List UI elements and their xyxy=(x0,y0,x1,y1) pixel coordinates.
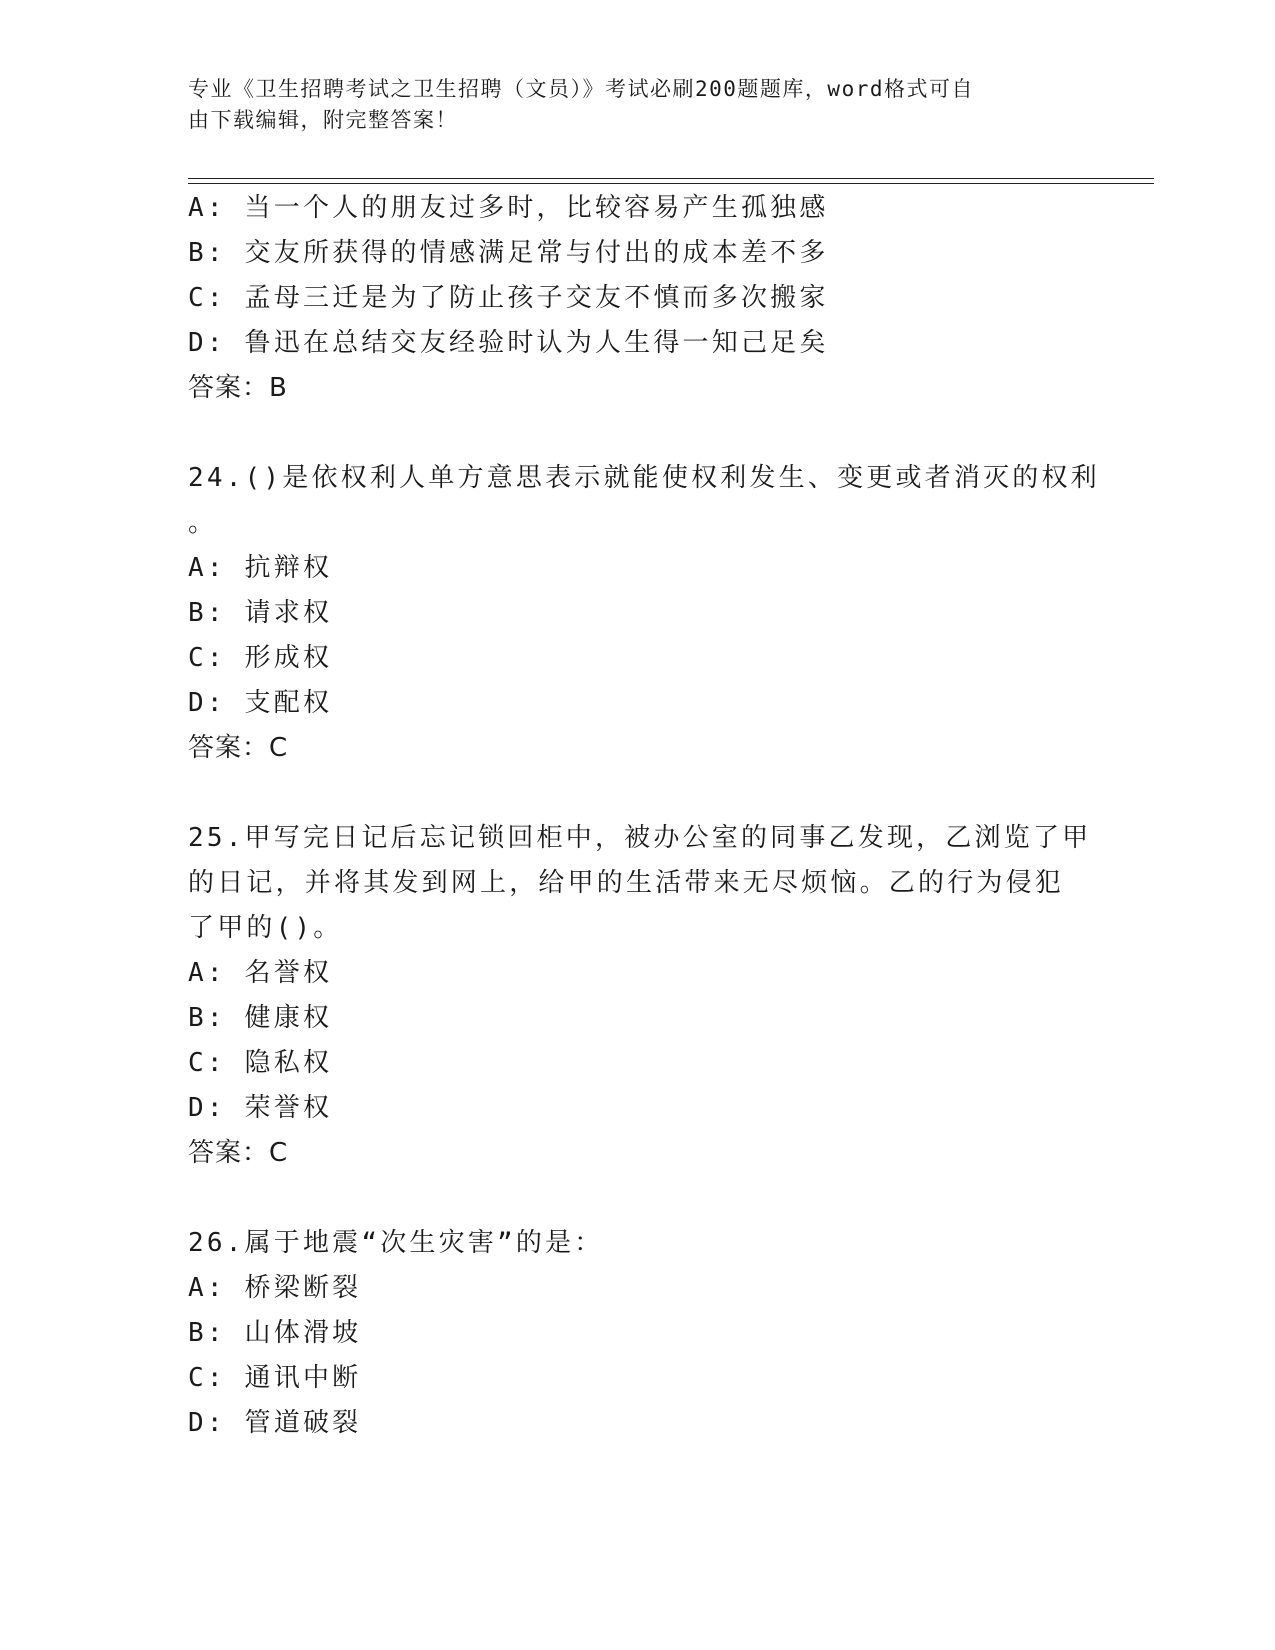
q24-answer: 答案：C xyxy=(188,733,289,763)
header-line-1: 专业《卫生招聘考试之卫生招聘（文员）》考试必刷200题题库，word格式可自 xyxy=(188,77,974,101)
q25-option-c: C: 隐私权 xyxy=(188,1048,333,1078)
q24-option-b: B: 请求权 xyxy=(188,598,333,628)
q26-option-d: D: 管道破裂 xyxy=(188,1408,362,1438)
q24-option-a: A: 抗辩权 xyxy=(188,553,333,583)
q23-option-c: C: 孟母三迁是为了防止孩子交友不慎而多次搬家 xyxy=(188,283,829,313)
q23-option-d: D: 鲁迅在总结交友经验时认为人生得一知己足矣 xyxy=(188,328,829,358)
q23-option-b: B: 交友所获得的情感满足常与付出的成本差不多 xyxy=(188,238,829,268)
header-divider-top xyxy=(188,178,1154,179)
q25-option-b: B: 健康权 xyxy=(188,1003,333,1033)
q26-option-a: A: 桥梁断裂 xyxy=(188,1273,362,1303)
header-line-2: 由下载编辑，附完整答案！ xyxy=(188,108,458,132)
q25-option-a: A: 名誉权 xyxy=(188,958,333,988)
document-header xyxy=(188,74,1068,136)
q26-option-b: B: 山体滑坡 xyxy=(188,1318,362,1348)
q25-stem-line-3: 了甲的()。 xyxy=(188,913,343,943)
q26-option-c: C: 通讯中断 xyxy=(188,1363,362,1393)
q25-stem-line-1: 25.甲写完日记后忘记锁回柜中，被办公室的同事乙发现，乙浏览了甲 xyxy=(188,823,1092,853)
q25-option-d: D: 荣誉权 xyxy=(188,1093,333,1123)
q23-answer: 答案：B xyxy=(188,373,288,403)
q23-option-a: A: 当一个人的朋友过多时，比较容易产生孤独感 xyxy=(188,193,829,223)
header-divider-bottom xyxy=(188,183,1154,184)
q25-answer: 答案：C xyxy=(188,1138,289,1168)
q24-option-c: C: 形成权 xyxy=(188,643,333,673)
q24-stem-line-1: 24.()是依权利人单方意思表示就能使权利发生、变更或者消灭的权利 xyxy=(188,463,1100,493)
q26-stem-line-1: 26.属于地震“次生灾害”的是： xyxy=(188,1228,604,1258)
q24-option-d: D: 支配权 xyxy=(188,688,333,718)
q25-stem-line-2: 的日记，并将其发到网上，给甲的生活带来无尽烦恼。乙的行为侵犯 xyxy=(188,868,1065,898)
q24-stem-line-2: 。 xyxy=(188,508,218,538)
